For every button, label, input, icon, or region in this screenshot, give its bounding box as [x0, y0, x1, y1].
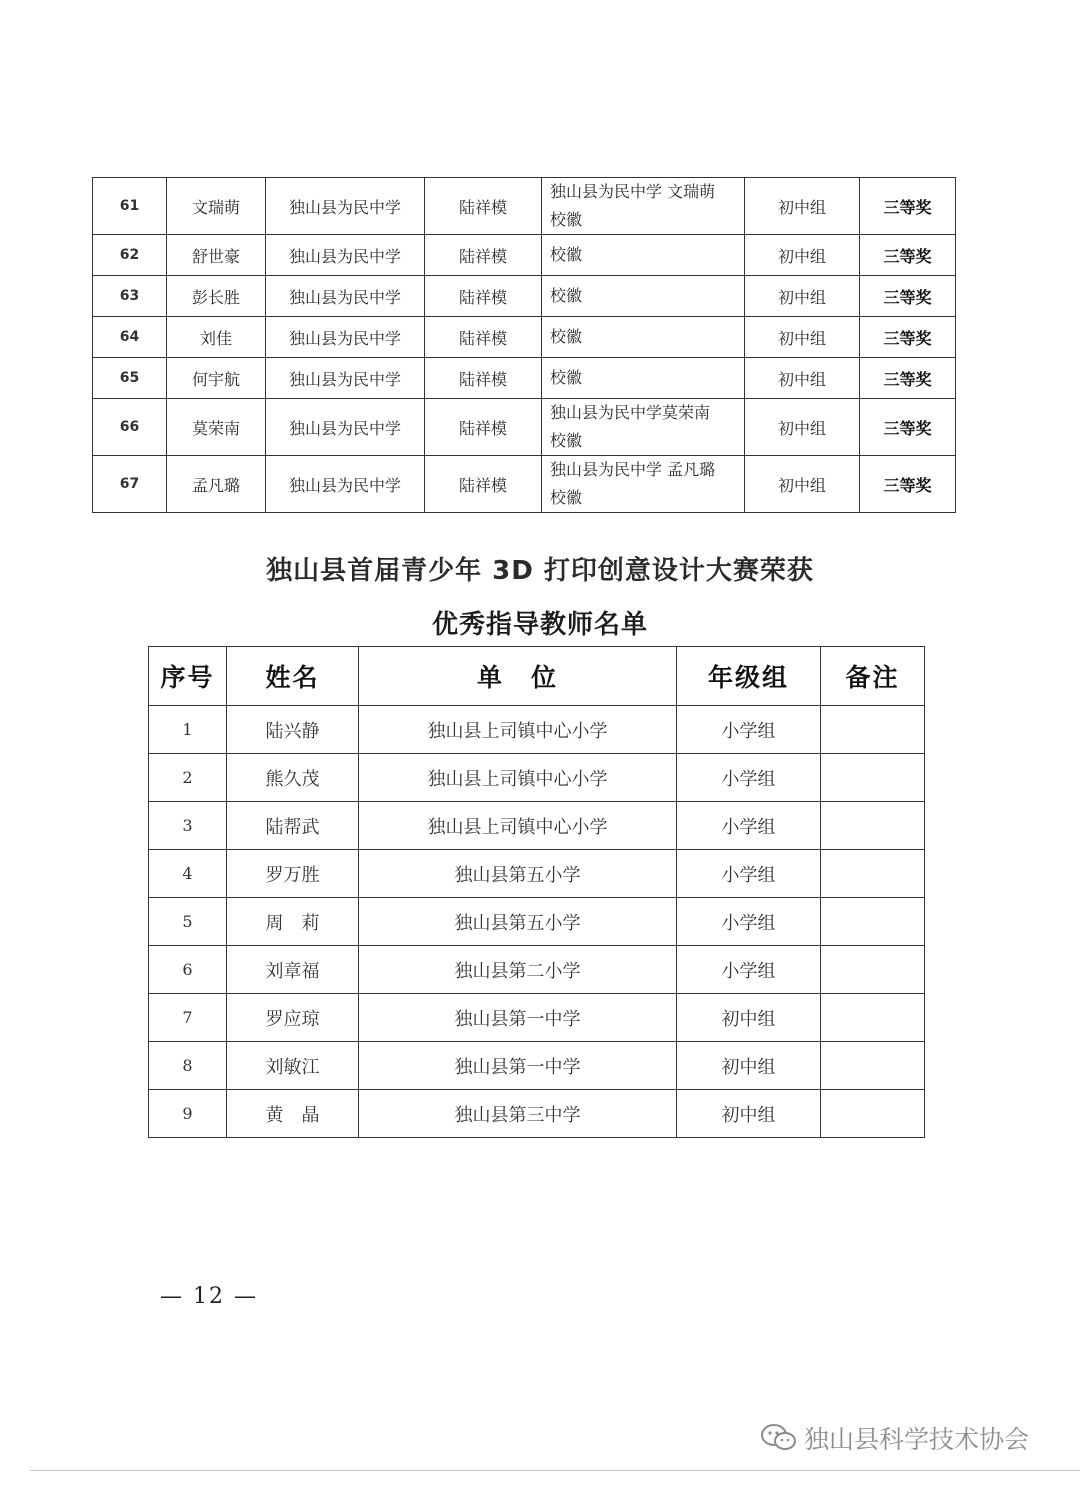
row-number: 5: [149, 898, 227, 946]
unit-name: 独山县第一中学: [359, 994, 677, 1042]
table-row: [149, 994, 925, 1042]
table-row: [93, 358, 956, 399]
student-name: 莫荣南: [167, 399, 266, 456]
watermark: [760, 1420, 1029, 1456]
row-number: 4: [149, 850, 227, 898]
table-row: [149, 850, 925, 898]
work-title: [542, 456, 745, 513]
work-title: 校徽: [542, 276, 745, 317]
row-number: 64: [93, 317, 167, 358]
teacher-name: 陆祥模: [425, 317, 542, 358]
work-title: [542, 178, 745, 235]
work-title-line1: 独山县为民中学莫荣南: [550, 403, 711, 422]
school-name: 独山县为民中学: [266, 317, 425, 358]
school-name: 独山县为民中学: [266, 456, 425, 513]
teacher-name: 罗万胜: [227, 850, 359, 898]
table-row: [93, 178, 956, 235]
unit-name: 独山县第一中学: [359, 1042, 677, 1090]
teacher-name: 陆祥模: [425, 276, 542, 317]
row-number: 1: [149, 706, 227, 754]
note: [821, 994, 925, 1042]
work-title-line2: 校徽: [550, 488, 583, 507]
table-row: [149, 754, 925, 802]
row-number: 6: [149, 946, 227, 994]
award-level: 三等奖: [860, 235, 956, 276]
unit-name: 独山县上司镇中心小学: [359, 706, 677, 754]
work-title: [542, 399, 745, 456]
school-name: 独山县为民中学: [266, 178, 425, 235]
award-level: 三等奖: [860, 456, 956, 513]
row-number: 8: [149, 1042, 227, 1090]
note: [821, 802, 925, 850]
grade-group: 初中组: [677, 1042, 821, 1090]
teacher-name: 熊久茂: [227, 754, 359, 802]
teacher-name: 陆帮武: [227, 802, 359, 850]
header-unit: 单 位: [359, 647, 677, 706]
note: [821, 706, 925, 754]
student-name: 刘佳: [167, 317, 266, 358]
group-name: 初中组: [745, 358, 860, 399]
teacher-name: 陆兴静: [227, 706, 359, 754]
school-name: 独山县为民中学: [266, 358, 425, 399]
teachers-table: [148, 646, 925, 1138]
table-row: [149, 898, 925, 946]
teacher-name: 周 莉: [227, 898, 359, 946]
student-name: 彭长胜: [167, 276, 266, 317]
table-row: [149, 946, 925, 994]
award-level: 三等奖: [860, 358, 956, 399]
row-number: 66: [93, 399, 167, 456]
work-title-line1: 独山县为民中学 文瑞萌: [550, 182, 716, 201]
table-row: [93, 399, 956, 456]
teacher-name: 陆祥模: [425, 235, 542, 276]
group-name: 初中组: [745, 178, 860, 235]
header-name: 姓名: [227, 647, 359, 706]
table-row: [149, 706, 925, 754]
unit-name: 独山县第五小学: [359, 850, 677, 898]
unit-name: 独山县第五小学: [359, 898, 677, 946]
student-name: 文瑞萌: [167, 178, 266, 235]
award-level: 三等奖: [860, 317, 956, 358]
group-name: 初中组: [745, 276, 860, 317]
watermark-text: 独山县科学技术协会: [804, 1425, 1030, 1454]
table-row: [93, 276, 956, 317]
student-name: 何宇航: [167, 358, 266, 399]
grade-group: 小学组: [677, 802, 821, 850]
group-name: 初中组: [745, 456, 860, 513]
table-row: [149, 802, 925, 850]
teacher-name: 刘敏江: [227, 1042, 359, 1090]
teacher-name: 陆祥模: [425, 399, 542, 456]
row-number: 7: [149, 994, 227, 1042]
table-row: [149, 1042, 925, 1090]
grade-group: 小学组: [677, 898, 821, 946]
work-title: 校徽: [542, 317, 745, 358]
teacher-name: 陆祥模: [425, 358, 542, 399]
row-number: 62: [93, 235, 167, 276]
note: [821, 1090, 925, 1138]
section-title-line2: 优秀指导教师名单: [431, 610, 648, 640]
note: [821, 754, 925, 802]
teacher-name: 罗应琼: [227, 994, 359, 1042]
grade-group: 小学组: [677, 946, 821, 994]
teacher-name: 陆祥模: [425, 178, 542, 235]
table-row: [93, 456, 956, 513]
note: [821, 946, 925, 994]
student-name: 舒世豪: [167, 235, 266, 276]
header-grade: 年级组: [677, 647, 821, 706]
work-title-line1: 独山县为民中学 孟凡璐: [550, 460, 716, 479]
teacher-name: 刘章福: [227, 946, 359, 994]
school-name: 独山县为民中学: [266, 276, 425, 317]
teacher-name: 陆祥模: [425, 456, 542, 513]
row-number: 9: [149, 1090, 227, 1138]
grade-group: 初中组: [677, 994, 821, 1042]
wechat-icon: [760, 1423, 798, 1453]
awards-table: [92, 177, 956, 513]
grade-group: 初中组: [677, 1090, 821, 1138]
work-title-line2: 校徽: [550, 431, 583, 450]
unit-name: 独山县上司镇中心小学: [359, 754, 677, 802]
section-title-line1: 独山县首届青少年 3D 打印创意设计大赛荣获: [266, 556, 814, 586]
work-title: 校徽: [542, 358, 745, 399]
row-number: 2: [149, 754, 227, 802]
group-name: 初中组: [745, 317, 860, 358]
award-level: 三等奖: [860, 178, 956, 235]
row-number: 3: [149, 802, 227, 850]
group-name: 初中组: [745, 399, 860, 456]
page-number: — 12 —: [160, 1284, 258, 1309]
bottom-divider: [30, 1470, 1080, 1471]
grade-group: 小学组: [677, 754, 821, 802]
row-number: 61: [93, 178, 167, 235]
grade-group: 小学组: [677, 706, 821, 754]
unit-name: 独山县第二小学: [359, 946, 677, 994]
note: [821, 1042, 925, 1090]
table-row: [93, 317, 956, 358]
row-number: 65: [93, 358, 167, 399]
school-name: 独山县为民中学: [266, 399, 425, 456]
grade-group: 小学组: [677, 850, 821, 898]
unit-name: 独山县上司镇中心小学: [359, 802, 677, 850]
work-title-line2: 校徽: [550, 210, 583, 229]
school-name: 独山县为民中学: [266, 235, 425, 276]
header-no: 序号: [149, 647, 227, 706]
note: [821, 898, 925, 946]
group-name: 初中组: [745, 235, 860, 276]
table-row: [149, 1090, 925, 1138]
table-row: [93, 235, 956, 276]
work-title: 校徽: [542, 235, 745, 276]
row-number: 63: [93, 276, 167, 317]
unit-name: 独山县第三中学: [359, 1090, 677, 1138]
row-number: 67: [93, 456, 167, 513]
table-header-row: [149, 647, 925, 706]
header-note: 备注: [821, 647, 925, 706]
note: [821, 850, 925, 898]
teacher-name: 黄 晶: [227, 1090, 359, 1138]
award-level: 三等奖: [860, 399, 956, 456]
student-name: 孟凡璐: [167, 456, 266, 513]
award-level: 三等奖: [860, 276, 956, 317]
